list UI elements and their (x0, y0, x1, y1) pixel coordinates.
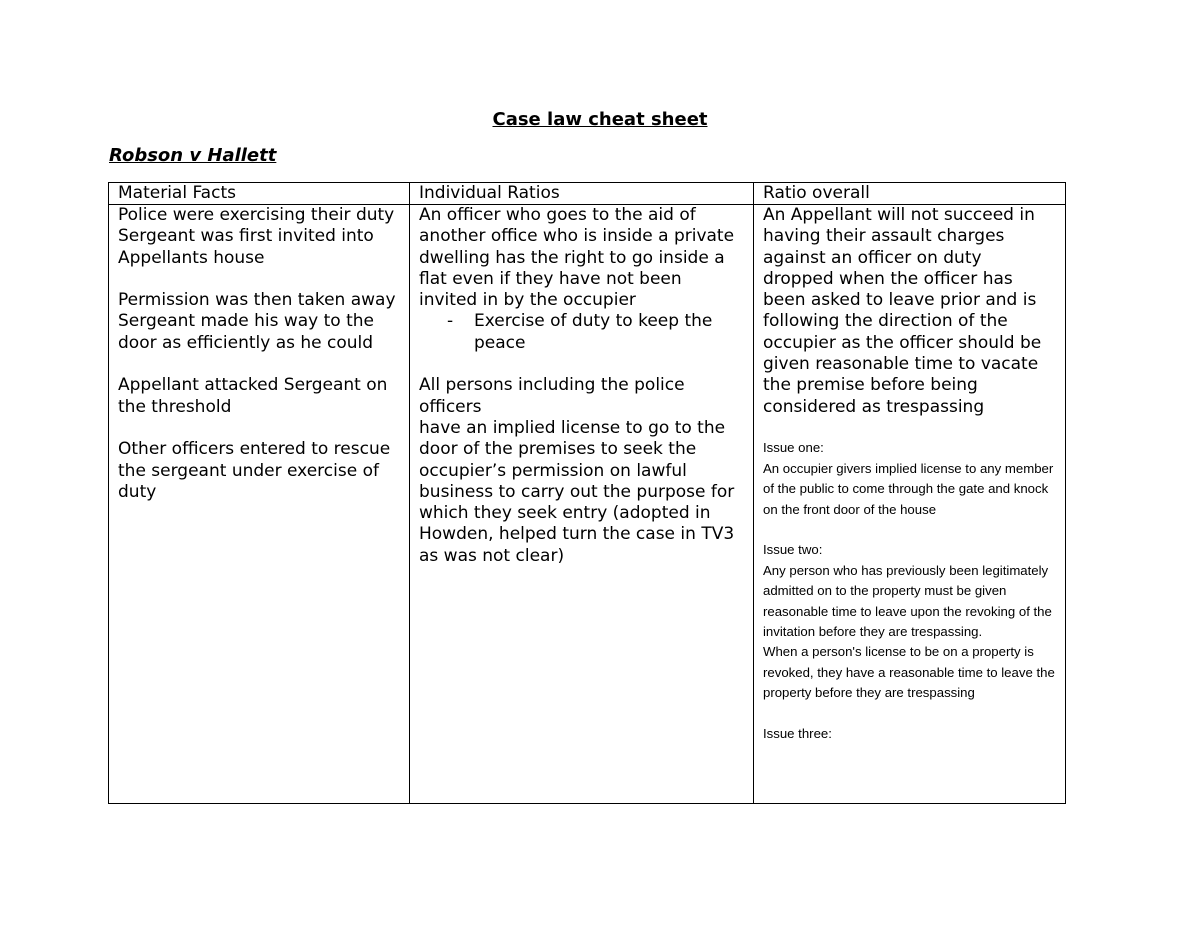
issue-one-text: An occupier givers implied license to any member of the public to come through the gate and knock on the front door of the house (763, 460, 1054, 517)
fact-line: Sergeant made his way to the door as efficiently as he could (118, 311, 374, 353)
ratio-one: An officer who goes to the aid of another office who is inside a private dwelling has the right to go inside a flat even if they have not been invited in by the occupier (419, 205, 735, 311)
fact-line: Sergeant was first invited into Appellants house (118, 226, 374, 268)
header-individual-ratios: Individual Ratios (410, 183, 754, 205)
fact-line: Permission was then taken away (118, 290, 396, 311)
table-row (109, 205, 1066, 804)
issue-two-label: Issue two: (763, 542, 823, 558)
issue-one-label: Issue one: (763, 440, 824, 456)
fact-line: Police were exercising their duty (118, 205, 395, 225)
issue-two-text-2: When a person's license to be on a property is revoked, they have a reasonable time to leave the property before they are trespassing (763, 644, 1055, 701)
ratio-bullet-list (419, 311, 745, 354)
case-heading: Robson v Hallett (109, 145, 277, 166)
issues-block (763, 418, 1057, 744)
header-material-facts: Material Facts (109, 183, 410, 205)
ratio-two-intro: All persons including the police officers (419, 375, 685, 417)
issue-three-label: Issue three: (763, 726, 832, 742)
table-header-row (109, 183, 1066, 205)
material-facts-cell (109, 205, 410, 804)
ratio-bullet-item: - Exercise of duty to keep the peace (474, 311, 745, 354)
individual-ratios-cell (410, 205, 754, 804)
header-ratio-overall: Ratio overall (754, 183, 1066, 205)
case-table (108, 182, 1066, 804)
issue-two-text: Any person who has previously been legitimately admitted on to the property must be given reasonable time to leave upon the revoking of the invitation before they are trespassing. (763, 562, 1052, 639)
ratio-overall-cell (754, 205, 1066, 804)
fact-line: Appellant attacked Sergeant on the threshold (118, 375, 388, 417)
page-title: Case law cheat sheet (492, 109, 708, 130)
fact-line: Other officers entered to rescue the sergeant under exercise of duty (118, 439, 391, 502)
ratio-two-text: have an implied license to go to the door of the premises to seek the occupier’s permission on lawful business to carry out the purpose for which they seek entry (adopted in Howden, helped turn the case in TV3 as was not clear) (419, 417, 735, 566)
ratio-summary: An Appellant will not succeed in having their assault charges against an officer on duty dropped when the officer has been asked to leave prior and is following the direction of the occupier as the officer should be given reasonable time to vacate the premise before being considered as trespassing (763, 205, 1042, 417)
